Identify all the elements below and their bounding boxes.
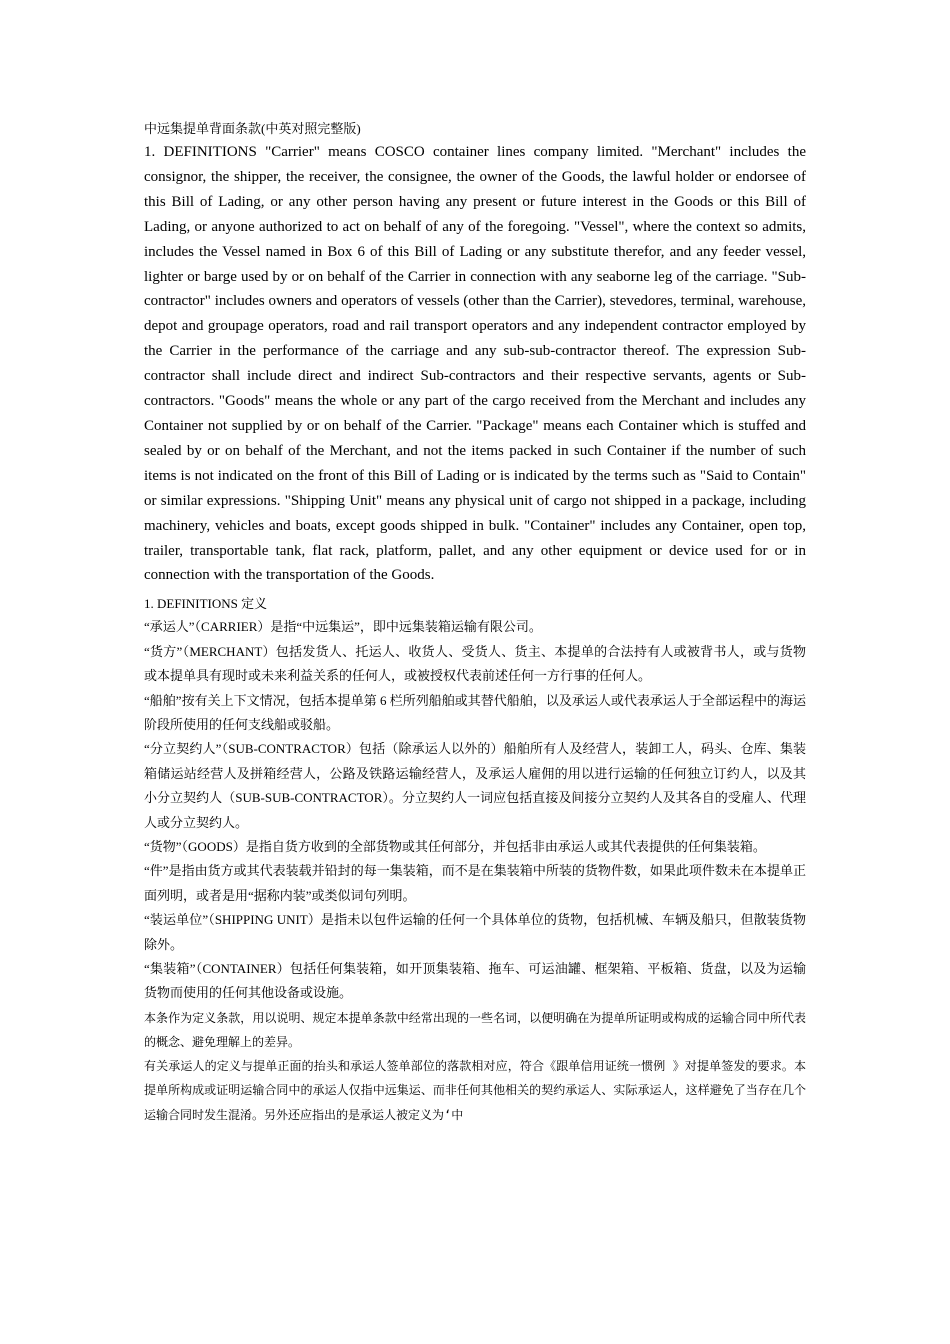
definition-container: “集装箱”（CONTAINER）包括任何集装箱，如开顶集装箱、拖车、可运油罐、框架箱、平板箱、货盘，以及为运输货物而使用的任何其他设备或设施。 bbox=[144, 961, 806, 1001]
chinese-definitions-list bbox=[144, 615, 806, 1006]
definition-package: “件”是指由货方或其代表装载并铅封的每一集装箱，而不是在集装箱中所装的货物件数，如果此项件数未在本提单正面列明，或者是用“据称内装”或类似词句列明。 bbox=[144, 863, 806, 903]
commentary-section bbox=[144, 1006, 806, 1127]
chinese-definitions-heading: 1. DEFINITIONS 定义 bbox=[144, 596, 268, 612]
document-page bbox=[144, 118, 806, 1127]
definition-shipping-unit: “装运单位”（SHIPPING UNIT）是指未以包件运输的任何一个具体单位的货物，包括机械、车辆及船只，但散装货物除外。 bbox=[144, 912, 806, 952]
document-title: 中远集提单背面条款(中英对照完整版) bbox=[144, 121, 361, 136]
english-definitions-paragraph: 1. DEFINITIONS "Carrier" means COSCO container lines company limited. "Merchant" includes the consignor, the shipper, the receiver, the consignee, the owner of the Goods, the lawful holder or endorsee of this Bill of Lading, or any other person having any present or future interest in the Goods or this Bill of Lading, or anyone authorized to act on behalf of any of the foregoing. "Vessel", where the context so admits, includes the Vessel named in Box 6 of this Bill of Lading or any substitute therefor, and any feeder vessel, lighter or barge used by or on behalf of the Carrier in connection with any seaborne leg of the carriage. "Sub-contractor" includes owners and operators of vessels (other than the Carrier), stevedores, terminal, warehouse, depot and groupage operators, road and rail transport operators and any independent contractor employed by the Carrier in the performance of the carriage and any sub-sub-contractor thereof. The expression Sub-contractor shall include direct and indirect Sub-contractors and their respective servants, agents or Sub-contractors. "Goods" means the whole or any part of the cargo received from the Merchant and includes any Container not supplied by or on behalf of the Carrier. "Package" means each Container which is stuffed and sealed by or on behalf of the Merchant, and not the items packed in such Container if the number of such items is not indicated on the front of this Bill of Lading or is indicated by the terms such as "Said to Contain" or similar expressions. "Shipping Unit" means any physical unit of cargo not shipped in a package, including machinery, vehicles and boats, except goods shipped in bulk. "Container" includes any Container, open top, trailer, transportable tank, flat rack, platform, pallet, and any other equipment or device used for or in connection with the transportation of the Goods. bbox=[144, 144, 806, 584]
definition-carrier: “承运人”（CARRIER）是指“中远集运”，即中远集装箱运输有限公司。 bbox=[144, 619, 542, 635]
definition-vessel: “船舶”按有关上下文情况，包括本提单第 6 栏所列船舶或其替代船舶，以及承运人或代表承运人于全部运程中的海运阶段所使用的任何支线船或驳船。 bbox=[144, 692, 806, 732]
commentary-paragraph-1: 本条作为定义条款，用以说明、规定本提单条款中经常出现的一些名词，以便明确在为提单所证明或构成的运输合同中所代表的概念、避免理解上的差异。 bbox=[144, 1010, 806, 1050]
commentary-paragraph-2: 有关承运人的定义与提单正面的抬头和承运人签单部位的落款相对应，符合《跟单信用证统一惯例 》对提单签发的要求。本提单所构成或证明运输合同中的承运人仅指中远集运、而非任何其他相关的契约承运人、实际承运人，这样避免了当存在几个运输合同时发生混淆。另外还应指出的是承运人被定义为‘中 bbox=[144, 1059, 806, 1122]
definition-merchant: “货方”（MERCHANT）包括发货人、托运人、收货人、受货人、货主、本提单的合法持有人或被背书人，或与货物或本提单具有现时或未来利益关系的任何人，或被授权代表前述任何一方行事的任何人。 bbox=[144, 643, 806, 684]
definition-goods: “货物”（GOODS）是指自货方收到的全部货物或其任何部分，并包括非由承运人或其代表提供的任何集装箱。 bbox=[144, 838, 766, 854]
definition-sub-contractor: “分立契约人”（SUB-CONTRACTOR）包括（除承运人以外的）船舶所有人及经营人，装卸工人，码头、仓库、集装箱储运站经营人及拼箱经营人，公路及铁路运输经营人，及承运人雇佣的用以进行运输的任何独立订约人，以及其小分立契约人（SUB-SUB-CONTRACTOR）。分立契约人一词应包括直接及间接分立契约人及其各自的受雇人、代理人或分立契约人。 bbox=[144, 741, 806, 830]
